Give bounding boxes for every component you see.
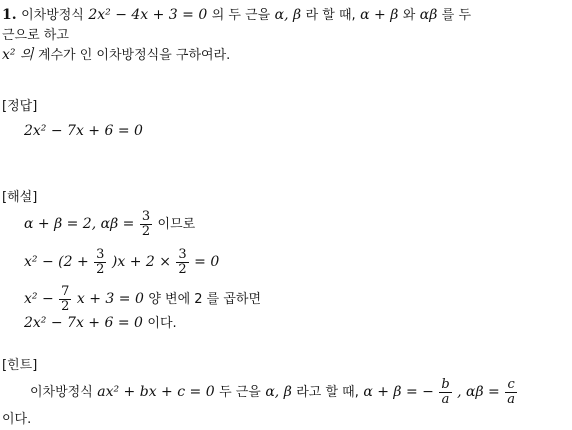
problem-text: 를 두 xyxy=(441,8,472,23)
answer-label xyxy=(2,97,37,116)
problem-line-2 xyxy=(2,26,69,45)
fraction-numerator: 3 xyxy=(96,246,105,262)
fraction-denominator: a xyxy=(441,391,450,407)
problem-equation: 2x² − 4x + 3 = 0 xyxy=(88,7,208,23)
fraction-numerator: 3 xyxy=(178,246,187,262)
fraction xyxy=(505,378,517,407)
problem-product: αβ xyxy=(419,7,438,23)
explanation-text: 이다. xyxy=(147,316,177,331)
fraction xyxy=(94,248,106,277)
explanation-label-text: [해설] xyxy=(2,190,38,205)
fraction-denominator: 2 xyxy=(61,298,70,314)
hint-math: α + β = − xyxy=(363,384,434,400)
problem-sum: α + β xyxy=(360,7,399,23)
problem-text: 근으로 하고 xyxy=(2,28,69,43)
fraction-numerator: c xyxy=(505,378,517,393)
explanation-label xyxy=(2,188,37,207)
fraction-numerator: b xyxy=(441,376,450,392)
hint-text: 라고 할 때, xyxy=(296,385,359,400)
hint-math: ax² + bx + c = 0 xyxy=(97,384,215,400)
explanation-math: x² − xyxy=(24,291,54,307)
problem-leading-term: x² 의 xyxy=(2,47,34,63)
problem-text: 라 할 때, xyxy=(305,8,356,23)
fraction xyxy=(140,210,152,239)
explanation-line-2 xyxy=(24,244,219,280)
fraction-denominator: a xyxy=(507,391,515,407)
answer-label-text: [정답] xyxy=(2,99,38,114)
hint-math: , αβ = xyxy=(457,384,500,400)
explanation-line-4 xyxy=(24,314,177,333)
hint-label-text: [힌트] xyxy=(2,358,38,373)
fraction-denominator: 2 xyxy=(141,223,151,239)
hint-line-2 xyxy=(2,410,31,429)
fraction xyxy=(176,248,188,277)
fraction xyxy=(439,378,451,407)
problem-line-3 xyxy=(2,46,230,65)
explanation-math: )x + 2 × xyxy=(111,254,171,270)
explanation-line-3 xyxy=(24,281,261,318)
hint-text: 두 근을 xyxy=(219,385,261,400)
explanation-math: x + 3 = 0 xyxy=(76,291,144,307)
problem-line-1 xyxy=(2,6,471,25)
explanation-math: α + β = 2, αβ = xyxy=(24,216,135,232)
hint-math: α, xyxy=(265,384,280,400)
explanation-text: 이므로 xyxy=(157,217,196,232)
explanation-line-1 xyxy=(24,206,195,243)
explanation-text: 양 변에 2 를 곱하면 xyxy=(148,292,262,307)
explanation-math: = 0 xyxy=(194,254,220,270)
explanation-math: x² − (2 + xyxy=(24,254,89,270)
hint-math: β xyxy=(283,384,292,400)
problem-text: 이차방정식 xyxy=(21,8,84,23)
hint-line-1 xyxy=(30,372,518,413)
problem-text: 계수가 인 이차방정식을 구하여라. xyxy=(37,48,231,63)
problem-text: 와 xyxy=(402,8,416,23)
fraction-numerator: 7 xyxy=(61,283,70,299)
problem-text: 의 두 근을 xyxy=(211,8,271,23)
fraction-denominator: 2 xyxy=(178,261,187,277)
problem-number: 1. xyxy=(2,7,17,23)
fraction-numerator: 3 xyxy=(141,208,151,224)
explanation-math: 2x² − 7x + 6 = 0 xyxy=(24,315,143,331)
hint-text: 이다. xyxy=(2,412,32,427)
problem-roots: α, β xyxy=(274,7,302,23)
fraction-denominator: 2 xyxy=(96,261,105,277)
fraction xyxy=(59,285,71,314)
answer-equation-text: 2x² − 7x + 6 = 0 xyxy=(24,123,143,139)
answer-equation xyxy=(24,122,143,140)
hint-text: 이차방정식 xyxy=(30,385,93,400)
